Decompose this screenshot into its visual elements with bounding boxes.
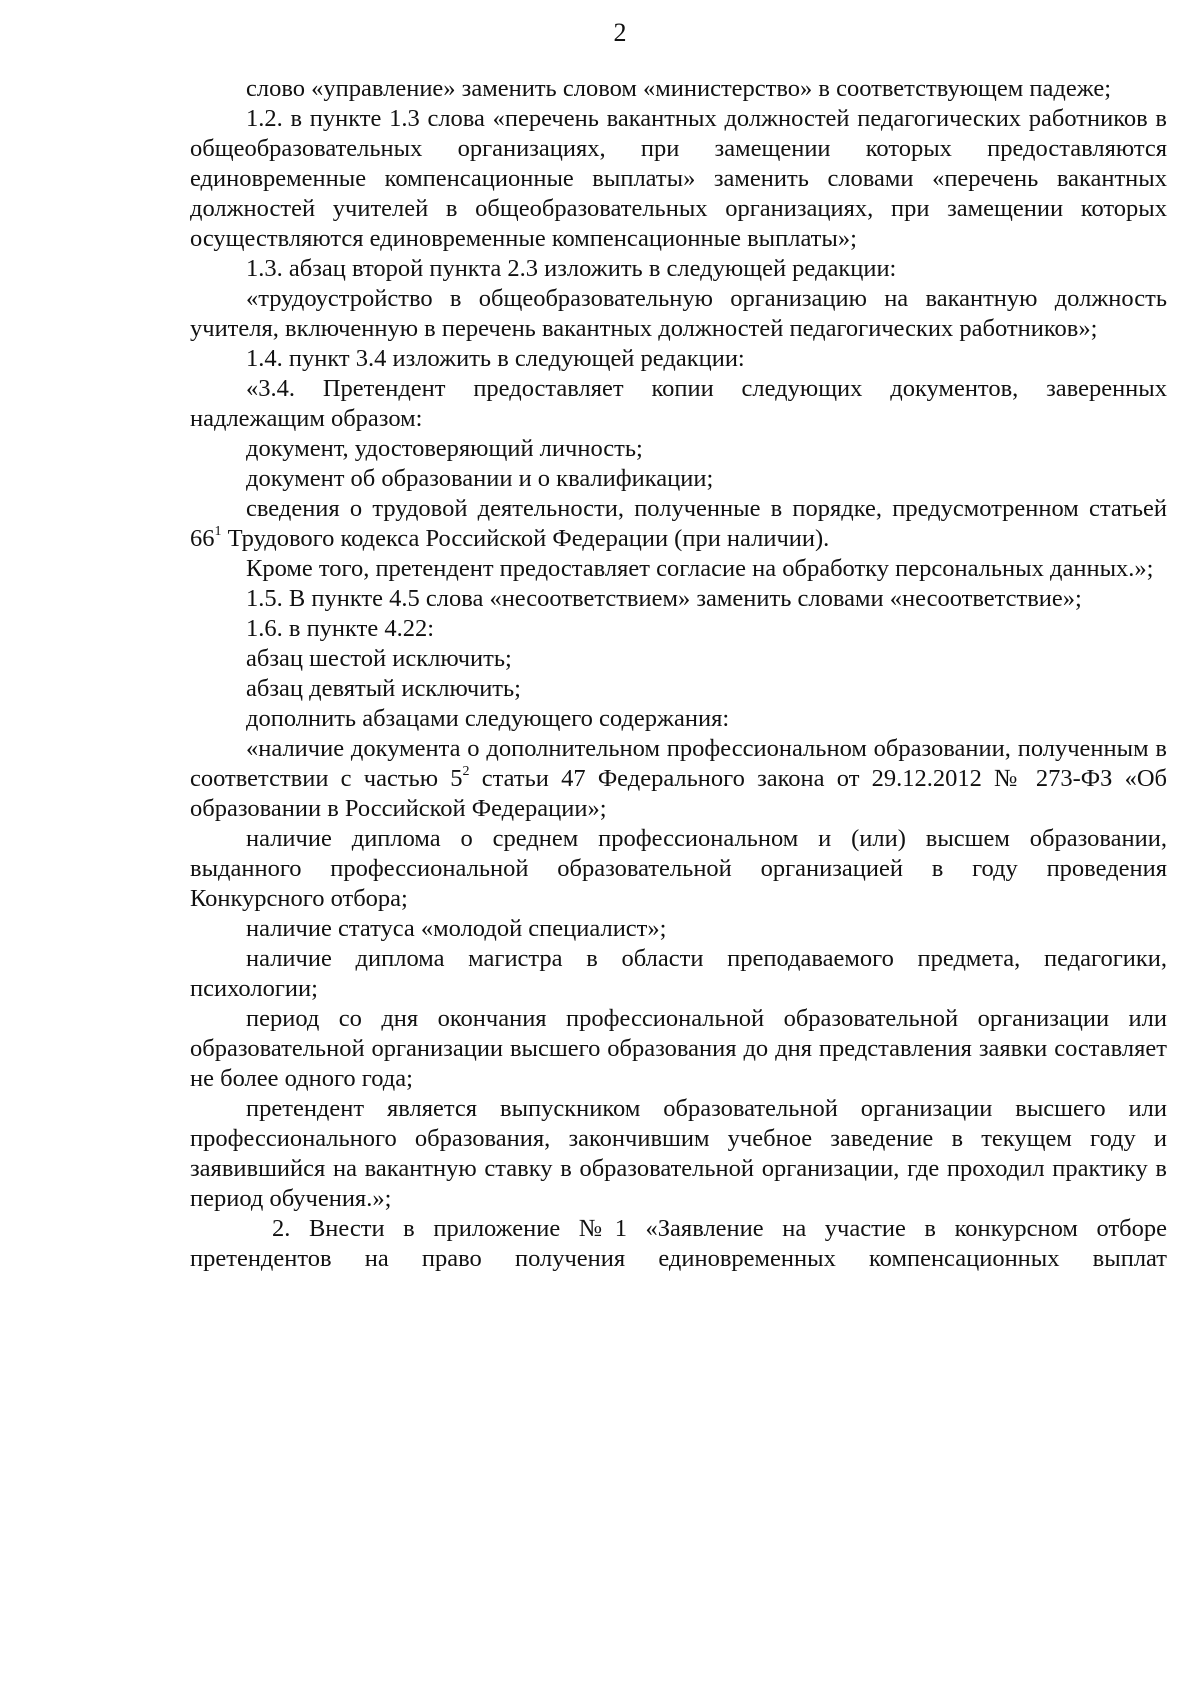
paragraph-9-text-before: сведения о трудовой деятельности, полученные в порядке, предусмотренном статьей 66 — [190, 495, 1167, 552]
paragraph-16 — [190, 734, 1167, 824]
paragraph-20: период со дня окончания профессиональной образовательной организации или образовательной организации высшего образования до дня представления заявки составляет не более одного года; — [190, 1005, 1167, 1092]
paragraph-11: 1.5. В пункте 4.5 слова «несоответствием» заменить словами «несоответствие»; — [246, 585, 1082, 612]
paragraph-16-superscript: 2 — [462, 763, 470, 779]
paragraph-9 — [190, 494, 1167, 554]
paragraph-16-text-after: статьи 47 Федерального закона от 29.12.2012 № 273-ФЗ «Об образовании в Российской Федерации»; — [190, 765, 1167, 822]
paragraph-5: 1.4. пункт 3.4 изложить в следующей редакции: — [246, 345, 745, 372]
paragraph-15: дополнить абзацами следующего содержания: — [246, 705, 730, 732]
paragraph-18: наличие статуса «молодой специалист»; — [246, 915, 667, 942]
paragraph-7: документ, удостоверяющий личность; — [246, 435, 643, 462]
paragraph-9-superscript: 1 — [214, 523, 222, 539]
paragraph-13: абзац шестой исключить; — [246, 645, 512, 672]
paragraph-19: наличие диплома магистра в области преподаваемого предмета, педагогики, психологии; — [190, 945, 1167, 1002]
paragraph-6: «3.4. Претендент предоставляет копии следующих документов, заверенных надлежащим образом: — [190, 375, 1167, 432]
paragraph-12: 1.6. в пункте 4.22: — [246, 615, 435, 642]
paragraph-2: 1.2. в пункте 1.3 слова «перечень вакантных должностей педагогических работников в общеобразовательных организациях, при замещении которых предоставляются единовременные компенсационные выплаты» заменить словами «перечень вакантных должностей учителей в общеобразовательных организациях, при замещении которых осуществляются единовременные компенсационные выплаты»; — [190, 105, 1167, 252]
paragraph-17: наличие диплома о среднем профессиональном и (или) высшем образовании, выданного профессиональной образовательной организацией в году проведения Конкурсного отбора; — [190, 825, 1167, 912]
paragraph-14: абзац девятый исключить; — [246, 675, 521, 702]
paragraph-22: 2. Внести в приложение №1 «Заявление на участие в конкурсном отборе претендентов на право получения единовременных компенсационных выплат — [190, 1215, 1167, 1272]
document-body — [190, 74, 1167, 1274]
paragraph-1: слово «управление» заменить словом «министерство» в соответствующем падеже; — [246, 75, 1112, 102]
paragraph-10: Кроме того, претендент предоставляет согласие на обработку персональных данных.»; — [246, 555, 1154, 582]
paragraph-9-text-after: Трудового кодекса Российской Федерации (при наличии). — [221, 525, 830, 552]
paragraph-16-text-before: «наличие документа о дополнительном профессиональном образовании, полученным в соответствии с частью 5 — [190, 735, 1167, 792]
paragraph-21: претендент является выпускником образовательной организации высшего или профессионального образования, закончившим учебное заведение в текущем году и заявившийся на вакантную ставку в образовательной организации, где проходил практику в период обучения.»; — [190, 1095, 1167, 1212]
paragraph-3: 1.3. абзац второй пункта 2.3 изложить в следующей редакции: — [246, 255, 897, 282]
paragraph-8: документ об образовании и о квалификации; — [246, 465, 714, 492]
paragraph-4: «трудоустройство в общеобразовательную организацию на вакантную должность учителя, включенную в перечень вакантных должностей педагогических работников»; — [190, 285, 1167, 342]
page-number: 2 — [613, 18, 627, 47]
